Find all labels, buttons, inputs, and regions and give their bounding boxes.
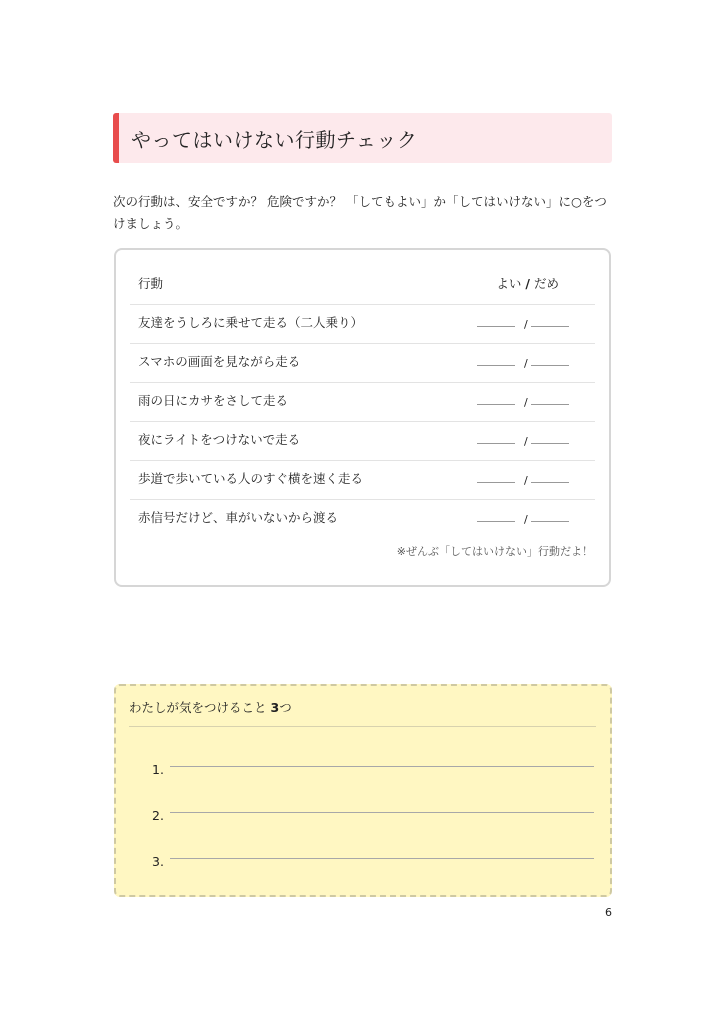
- action-label: 雨の日にカサをさして走る: [138, 393, 289, 408]
- page-title: やってはいけない行動チェック: [131, 127, 418, 152]
- column-header-ng: だめ: [533, 276, 559, 291]
- ng-answer-blank[interactable]: [531, 365, 569, 366]
- table-row: [130, 343, 595, 383]
- ok-answer-blank[interactable]: [477, 404, 515, 405]
- goal-write-line[interactable]: [170, 766, 594, 767]
- goal-number: 2.: [152, 808, 164, 823]
- goal-write-line[interactable]: [170, 812, 594, 813]
- goal-number: 3.: [152, 854, 164, 869]
- ok-answer-blank[interactable]: [477, 482, 515, 483]
- answer-blanks: [477, 318, 581, 332]
- action-label: スマホの画面を見ながら走る: [138, 354, 301, 369]
- column-header-separator: /: [525, 276, 530, 291]
- ng-answer-blank[interactable]: [531, 404, 569, 405]
- ok-answer-blank[interactable]: [477, 521, 515, 522]
- table-row: [130, 382, 595, 422]
- action-label: 夜にライトをつけないで走る: [138, 432, 301, 447]
- goals-title-suffix: つ: [279, 700, 292, 715]
- answer-blanks: [477, 357, 581, 371]
- answer-blanks: [477, 513, 581, 527]
- column-header-ok-ng: [496, 274, 559, 292]
- blank-separator: /: [524, 357, 528, 370]
- table-row: [130, 460, 595, 500]
- column-header-action: 行動: [138, 276, 164, 291]
- goals-title: [129, 698, 596, 727]
- ng-answer-blank[interactable]: [531, 326, 569, 327]
- answer-blanks: [477, 474, 581, 488]
- action-label: 歩道で歩いている人のすぐ横を速く走る: [138, 471, 364, 486]
- blank-separator: /: [524, 474, 528, 487]
- column-header-ok: よい: [496, 276, 522, 291]
- ok-answer-blank[interactable]: [477, 365, 515, 366]
- goal-entry-line[interactable]: [152, 808, 594, 828]
- title-banner: [113, 113, 612, 163]
- page-number: 6: [605, 906, 612, 919]
- blank-separator: /: [524, 435, 528, 448]
- table-row: [130, 421, 595, 461]
- ok-answer-blank[interactable]: [477, 443, 515, 444]
- table-row: [130, 499, 595, 538]
- answer-blanks: [477, 396, 581, 410]
- my-goals-box: [114, 684, 612, 897]
- goals-title-text: わたしが気をつけること: [129, 700, 271, 715]
- ok-answer-blank[interactable]: [477, 326, 515, 327]
- goal-write-line[interactable]: [170, 858, 594, 859]
- behavior-check-table: [114, 248, 611, 587]
- blank-separator: /: [524, 513, 528, 526]
- action-label: 友達をうしろに乗せて走る（二人乗り）: [138, 315, 364, 330]
- answer-note: ※ぜんぶ「してはいけない」行動だよ！: [396, 545, 593, 558]
- goal-number: 1.: [152, 762, 164, 777]
- ng-answer-blank[interactable]: [531, 443, 569, 444]
- table-row: [130, 304, 595, 344]
- goals-title-number: 3: [270, 700, 280, 715]
- answer-blanks: [477, 435, 581, 449]
- blank-separator: /: [524, 318, 528, 331]
- blank-separator: /: [524, 396, 528, 409]
- instructions-text: 次の行動は、安全ですか？ 危険ですか？ 「してもよい」か「してはいけない」に○をつけましょう。: [113, 194, 607, 231]
- table-header-row: [130, 264, 595, 305]
- ng-answer-blank[interactable]: [531, 482, 569, 483]
- goal-entry-line[interactable]: [152, 854, 594, 874]
- goal-entry-line[interactable]: [152, 762, 594, 782]
- action-label: 赤信号だけど、車がいないから渡る: [138, 510, 339, 525]
- ng-answer-blank[interactable]: [531, 521, 569, 522]
